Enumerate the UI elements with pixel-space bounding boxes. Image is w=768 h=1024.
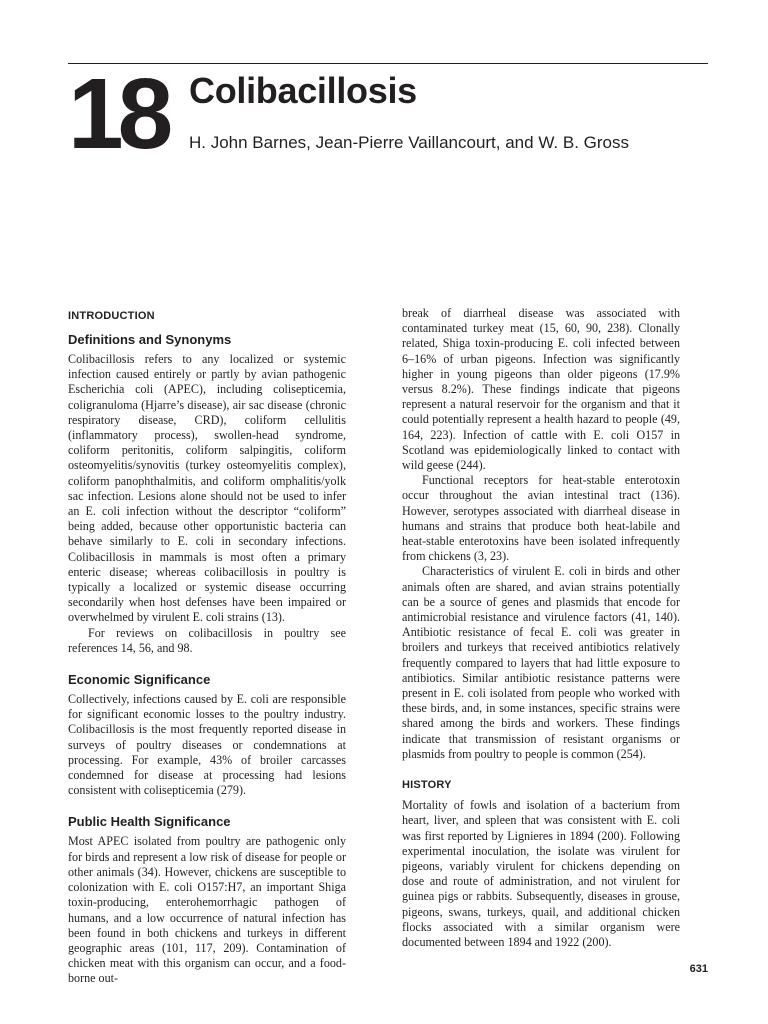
economic-significance-paragraph: Collectively, infections caused by E. coli are responsible for significant economic losses to the poultry industry. Colibacillosis is the most frequently reported disease in surveys of poultry diseases or condemnations at processing. For example, 43% of broiler carcasses condemned for disease at processing had lesions consistent with colisepticemia (279). bbox=[68, 692, 346, 798]
chapter-authors: H. John Barnes, Jean-Pierre Vaillancourt, and W. B. Gross bbox=[189, 133, 629, 152]
public-health-heading: Public Health Significance bbox=[68, 814, 231, 830]
chapter-title: Colibacillosis bbox=[189, 70, 417, 111]
definitions-heading: Definitions and Synonyms bbox=[68, 332, 232, 347]
definitions-paragraph-1: Colibacillosis refers to any localized or systemic infection caused entirely or partly by avian pathogenic Escherichia coli (APEC), including colisepticemia, coligranuloma (Hjarre’s disease), air sac disease (chronic respiratory disease, CRD), coliform cellulitis (inflammatory process), swollen-head syndrome, coliform peritonitis, coliform salpingitis, coliform osteomyelitis/synovitis (turkey osteomyelitis complex), coliform panophthalmitis, and coliform omphalitis/yolk sac infection. Lesions alone should not be used to infer an E. coli infection without the descriptor “coliform” being added, because other opportunistic bacteria can behave similarly to E. coli in secondary infections. Colibacillosis in mammals is most often a primary enteric disease; whereas colibacillosis in poultry is typically a localized or systemic disease occurring secondarily when host defenses have been impaired or overwhelmed by virulent E. coli strains (13). bbox=[68, 352, 346, 625]
virulent-characteristics-paragraph: Characteristics of virulent E. coli in birds and other animals often are shared, and avian strains potentially can be a source of genes and plasmids that encode for antimicrobial resistance and virulence factors (41, 140). Antibiotic resistance of fecal E. coli was greater in broilers and turkeys that received antibiotics relatively frequently compared to layers that had little exposure to antibiotics. Similar antibiotic resistance patterns were present in E. coli isolated from people who worked with these birds, and, in some instances, specific strains were shared among the birds and workers. These findings indicate that transmission of resistant organisms or plasmids from poultry to people is common (254). bbox=[402, 564, 680, 761]
public-health-paragraph: Most APEC isolated from poultry are pathogenic only for birds and represent a low risk of disease for people or other animals (34). However, chickens are susceptible to colonization with E. coli O157:H7, an important Shiga toxin-producing, enterohemorrhagic pathogen of humans, and a low occurrence of natural infection has been found in both chickens and turkeys in different geographic areas (101, 117, 209). Contamination of chicken meat with this organism can occur, and a food-borne out- bbox=[68, 834, 346, 986]
chapter-number: 18 bbox=[68, 58, 168, 170]
right-text-column bbox=[402, 306, 680, 950]
definitions-paragraph-2: For reviews on colibacillosis in poultry see references 14, 56, and 98. bbox=[68, 625, 346, 655]
history-heading: HISTORY bbox=[402, 779, 452, 792]
history-paragraph: Mortality of fowls and isolation of a bacterium from heart, liver, and spleen that was consistent with E. coli was first reported by Lignieres in 1894 (200). Following experimental inoculation, the isolate was virulent for pigeons, variably virulent for chickens depending on dose and route of administration, and not virulent for guinea pigs or rabbits. Subsequently, diseases in grouse, pigeons, swans, turkeys, quail, and additional chicken flocks associated with a similar organism were documented between 1894 and 1922 (200). bbox=[402, 798, 680, 949]
page-number: 631 bbox=[689, 963, 708, 975]
enterotoxin-receptors-paragraph: Functional receptors for heat-stable enterotoxin occur throughout the avian intestinal tract (136). However, serotypes associated with diarrheal disease in humans and strains that produce both heat-labile and heat-stable enterotoxins have been isolated infrequently from chickens (3, 23). bbox=[402, 473, 680, 564]
public-health-continued-paragraph: break of diarrheal disease was associated with contaminated turkey meat (15, 60, 90, 238). Clonally related, Shiga toxin-producing E. coli infected between 6–16% of urban pigeons. Infection was significantly higher in young pigeons than older pigeons (17.9% versus 8.2%). These findings indicate that pigeons represent a natural reservoir for the organism and that it could potentially represent a health hazard to people (49, 164, 223). Infection of cattle with E. coli O157 in Scotland was epidemiologically linked to contact with wild geese (244). bbox=[402, 306, 680, 473]
left-text-column bbox=[68, 306, 346, 987]
introduction-heading: INTRODUCTION bbox=[68, 310, 155, 322]
economic-significance-heading: Economic Significance bbox=[68, 672, 211, 688]
